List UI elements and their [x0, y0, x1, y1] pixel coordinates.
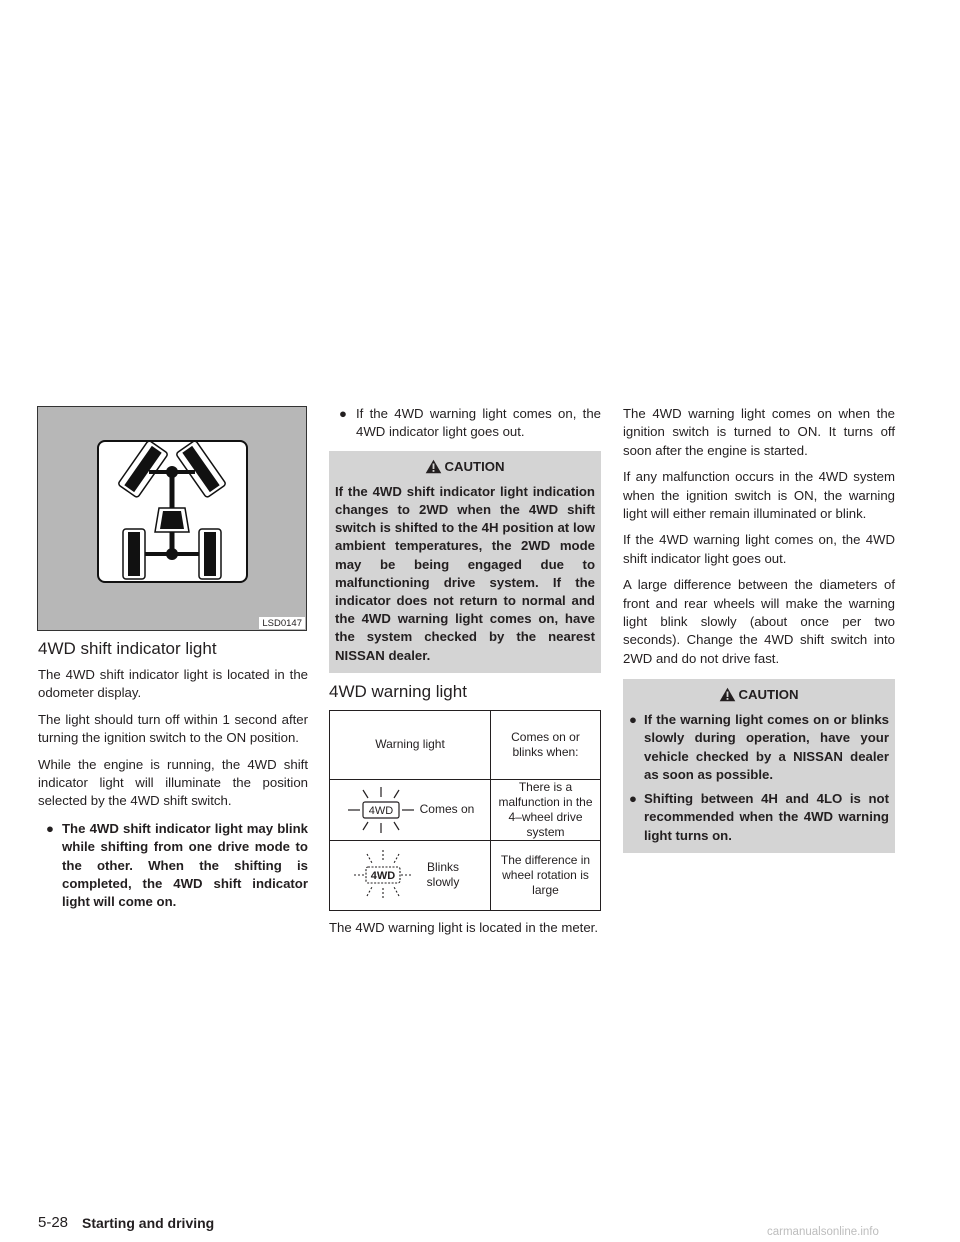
table-cell [330, 779, 491, 840]
right-column [623, 405, 895, 853]
paragraph: If the 4WD warning light comes on, the 4WD shift indicator light goes out. [623, 532, 895, 566]
drivetrain-figure [37, 406, 307, 631]
left-column [38, 639, 308, 912]
warning-triangle-icon [425, 459, 442, 474]
caution-title: CAUTION [444, 458, 505, 474]
bullet-icon: ● [46, 820, 54, 836]
paragraph: The 4WD warning light is located in the meter. [329, 919, 599, 935]
table-cell: There is a malfunction in the 4–wheel drive system [491, 779, 601, 840]
table-cell [330, 840, 491, 910]
caution-bullet [629, 790, 889, 845]
page-number: 5-28 [38, 1214, 69, 1231]
table-row [330, 840, 601, 910]
4wd-icon-label: 4WD [370, 870, 396, 883]
caution-bullet-text: Shifting between 4H and 4LO is not recommended when the 4WD warning light turns on. [644, 791, 889, 843]
drivetrain-panel [97, 440, 248, 583]
caution-box [623, 679, 895, 852]
table-row [330, 779, 601, 840]
bullet-text: If the 4WD warning light comes on, the 4WD indicator light goes out. [356, 406, 601, 440]
section-heading-shift-indicator: 4WD shift indicator light [38, 639, 217, 658]
bullet-icon: ● [629, 712, 637, 728]
section-heading-warning-light: 4WD warning light [329, 681, 467, 701]
bullet-item [38, 820, 308, 912]
table-cell-state: Comes on [419, 802, 475, 817]
middle-column [329, 405, 601, 937]
caution-bullet [629, 711, 889, 784]
paragraph: A large difference between the diameters of front and rear wheels will make the warning light blink slowly (about once per two seconds). Change the 4WD shift switch into 2WD and do not drive fast. [623, 577, 895, 666]
4wd-blinking-icon [353, 848, 413, 902]
watermark: carmanualsonline.info [767, 1226, 879, 1238]
bullet-icon: ● [339, 406, 347, 421]
figure-code: LSD0147 [259, 617, 305, 629]
caution-text: If the 4WD shift indicator light indication changes to 2WD when the 4WD shift switch is shifted to the 4H position at low ambient temperatures, the 2WD mode may be being engaged due to malfunctioning drive system. If the indicator does not return to normal and the 4WD warning light comes on, have the system checked by the nearest NISSAN dealer. [335, 483, 595, 663]
bullet-icon: ● [629, 791, 637, 807]
warning-triangle-icon [719, 687, 736, 702]
table-cell-state: Blinks slowly [426, 860, 460, 890]
caution-box [329, 451, 601, 673]
4wd-icon-label: 4WD [368, 804, 393, 817]
paragraph: The 4WD shift indicator light is located in the odometer display. [38, 667, 308, 701]
paragraph: If any malfunction occurs in the 4WD system when the ignition switch is ON, the warning light will either remain illuminated or blink. [623, 469, 895, 522]
paragraph: The light should turn off within 1 second after turning the ignition switch to the ON position. [38, 711, 308, 746]
caution-bullet-text: If the warning light comes on or blinks slowly during operation, have your vehicle checked by a NISSAN dealer as soon as possible. [644, 712, 889, 782]
4wd-drivetrain-icon [99, 442, 245, 580]
bullet-item [329, 405, 601, 442]
table-header-cell: Comes on or blinks when: [491, 710, 601, 779]
bullet-text: The 4WD shift indicator light may blink while shifting from one drive mode to the other. When the shifting is completed, the 4WD shift indicator light will come on. [62, 820, 308, 910]
paragraph: The 4WD warning light comes on when the ignition switch is turned to ON. It turns off soon after the engine is started. [623, 406, 895, 458]
section-title: Starting and driving [82, 1215, 215, 1231]
table-header-cell: Warning light [330, 710, 491, 779]
table-header-row [330, 710, 601, 779]
paragraph: While the engine is running, the 4WD shift indicator light will illuminate the position selected by the 4WD shift switch. [38, 756, 308, 809]
warning-light-table [329, 710, 601, 911]
4wd-warning-icon [346, 785, 416, 835]
caution-header [335, 459, 595, 475]
caution-header [629, 687, 889, 703]
table-cell: The difference in wheel rotation is large [491, 840, 601, 910]
caution-title: CAUTION [738, 687, 799, 703]
